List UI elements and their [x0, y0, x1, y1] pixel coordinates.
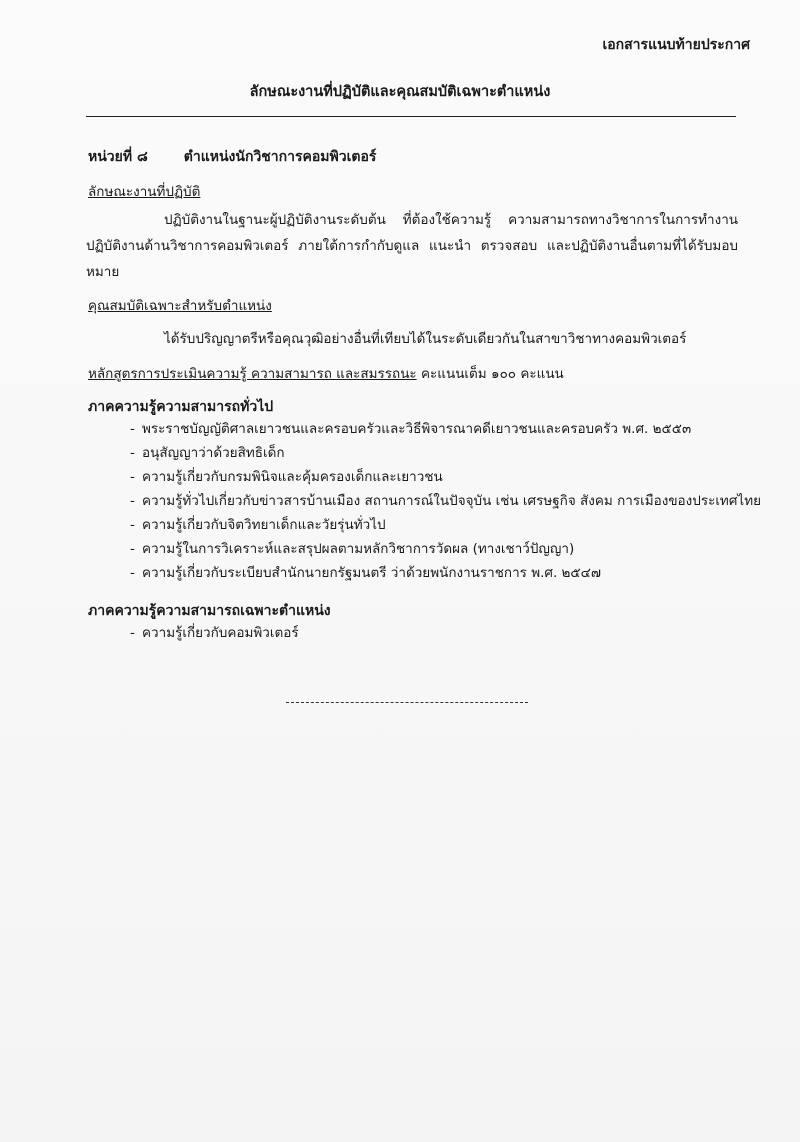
duties-paragraph: [86, 207, 738, 285]
assessment-heading: หลักสูตรการประเมินความรู้ ความสามารถ และสมรรถนะ: [88, 366, 417, 382]
qualifications-heading: คุณสมบัติเฉพาะสำหรับตำแหน่ง: [88, 298, 272, 314]
list-item: - ความรู้เกี่ยวกับจิตวิทยาเด็กและวัยรุ่นทั่วไป: [130, 517, 386, 533]
list-item: - พระราชบัญญัติศาลเยาวชนและครอบครัวและวิธีพิจารณาคดีเยาวชนและครอบครัว พ.ศ. ๒๕๕๓: [130, 421, 692, 437]
title-divider: [86, 116, 736, 117]
specific-knowledge-list: [130, 621, 299, 645]
list-item: - ความรู้เกี่ยวกับกรมพินิจและคุ้มครองเด็กและเยาวชน: [130, 469, 443, 485]
list-item: - ความรู้ในการวิเคราะห์และสรุปผลตามหลักวิชาการวัดผล (ทางเชาว์ปัญญา): [130, 541, 575, 557]
unit-label: หน่วยที่ ๘: [88, 149, 148, 165]
list-item: - ความรู้เกี่ยวกับระเบียบสำนักนายกรัฐมนตรี ว่าด้วยพนักงานราชการ พ.ศ. ๒๕๔๗: [130, 565, 602, 581]
general-knowledge-list: [130, 417, 761, 585]
attachment-note: เอกสารแนบท้ายประกาศ: [602, 37, 750, 53]
list-item: - ความรู้ทั่วไปเกี่ยวกับข่าวสารบ้านเมือง สถานการณ์ในปัจจุบัน เช่น เศรษฐกิจ สังคม การเมืองของประเทศไทย: [130, 493, 762, 509]
duties-heading: ลักษณะงานที่ปฏิบัติ: [88, 184, 201, 200]
end-divider: [286, 702, 528, 703]
qualifications-text: ได้รับปริญญาตรีหรือคุณวุฒิอย่างอื่นที่เทียบได้ในระดับเดียวกันในสาขาวิชาทางคอมพิวเตอร์: [164, 331, 687, 347]
specific-knowledge-heading: ภาคความรู้ความสามารถเฉพาะตำแหน่ง: [88, 603, 331, 619]
position-title: ตำแหน่งนักวิชาการคอมพิวเตอร์: [183, 149, 377, 165]
document-title: ลักษณะงานที่ปฏิบัติและคุณสมบัติเฉพาะตำแหน่ง: [249, 84, 551, 100]
list-item: - ความรู้เกี่ยวกับคอมพิวเตอร์: [130, 625, 299, 641]
list-item: - อนุสัญญาว่าด้วยสิทธิเด็ก: [130, 445, 285, 461]
duties-text: ปฏิบัติงานในฐานะผู้ปฏิบัติงานระดับต้น ที่ต้องใช้ความรู้ ความสามารถทางวิชาการในการทำงาน ปฏิบัติงานด้านวิชาการคอมพิวเตอร์ ภายใต้การกำกับดูแล แนะนำ ตรวจสอบ และปฏิบัติงานอื่นตามที่ได้รับมอบหมาย: [86, 212, 738, 280]
assessment-line: [88, 362, 564, 384]
general-knowledge-heading: ภาคความรู้ความสามารถทั่วไป: [88, 399, 274, 415]
assessment-score: คะแนนเต็ม ๑๐๐ คะแนน: [420, 366, 564, 382]
unit-heading: [88, 146, 376, 168]
